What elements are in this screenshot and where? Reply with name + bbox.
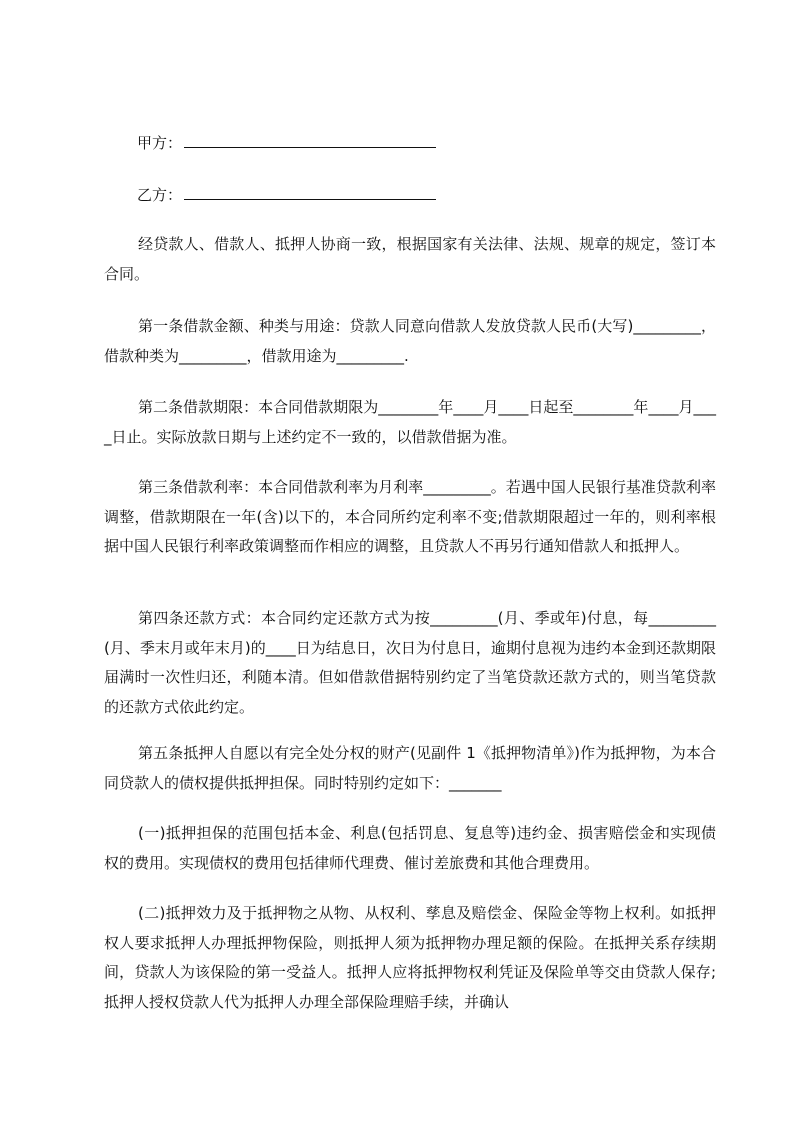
article-4-paragraph: 第四条还款方式：本合同约定还款方式为按_________(月、季或年)付息，每_________(月、季末月或年末月)的____日为结息日，次日为付息日，逾期付息视为违约本金到还款期限届满时一次性归还，利随本清。但如借款借据特别约定了当笔贷款还款方式的，则当笔贷款的还款方式依此约定。 (104, 609, 716, 716)
article-5-paragraph: 第五条抵押人自愿以有完全处分权的财产(见副件 1《抵押物清单》)作为抵押物，为本合同贷款人的债权提供抵押担保。同时特别约定如下：_______ (104, 744, 716, 792)
party-b-blank (184, 185, 436, 200)
party-b-line (137, 185, 436, 205)
clause-2-paragraph: (二)抵押效力及于抵押物之从物、从权利、孳息及赔偿金、保险金等物上权利。如抵押权人要求抵押人办理抵押物保险，则抵押人须为抵押物办理足额的保险。在抵押关系存续期间，贷款人为该保险的第一受益人。抵押人应将抵押物权利凭证及保险单等交由贷款人保存;抵押人授权贷款人代为抵押人办理全部保险理赔手续，并确认 (104, 904, 716, 1011)
party-a-blank (184, 133, 436, 148)
clause-1-paragraph: (一)抵押担保的范围包括本金、利息(包括罚息、复息等)违约金、损害赔偿金和实现债权的费用。实现债权的费用包括律师代理费、催讨差旅费和其他合理费用。 (104, 824, 716, 872)
party-b-label: 乙方： (137, 186, 183, 204)
article-1-paragraph: 第一条借款金额、种类与用途：贷款人同意向借款人发放贷款人民币(大写)_________，借款种类为_________，借款用途为_________. (104, 317, 716, 365)
party-a-label: 甲方： (137, 134, 183, 152)
party-a-line (137, 133, 436, 153)
article-2-paragraph: 第二条借款期限：本合同借款期限为________年____月____日起至________年____月____日止。实际放款日期与上述约定不一致的，以借款借据为准。 (104, 398, 716, 446)
preamble-paragraph: 经贷款人、借款人、抵押人协商一致，根据国家有关法律、法规、规章的规定，签订本合同。 (104, 235, 716, 283)
article-3-paragraph: 第三条借款利率：本合同借款利率为月利率_________。若遇中国人民银行基准贷款利率调整，借款期限在一年(含)以下的，本合同所约定利率不变;借款期限超过一年的，则利率根据中国人民银行利率政策调整而作相应的调整，且贷款人不再另行通知借款人和抵押人。 (104, 478, 716, 555)
